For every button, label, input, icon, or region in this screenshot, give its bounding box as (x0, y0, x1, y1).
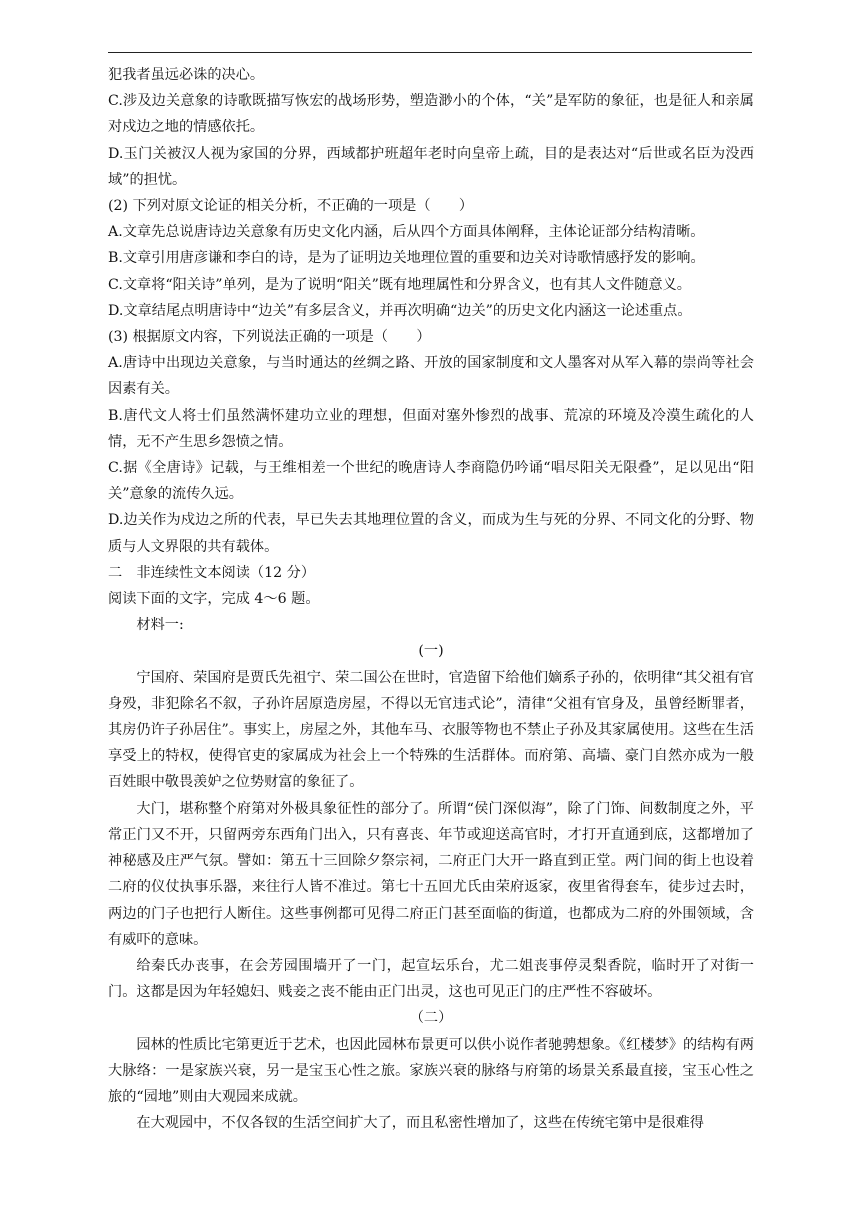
question-3-option-b: B.唐代文人将士们虽然满怀建功立业的理想，但面对塞外惨烈的战事、荒凉的环境及冷漠生疏化的人情，无不产生思乡怨愤之情。 (108, 407, 754, 450)
option-c: C.涉及边关意象的诗歌既描写恢宏的战场形势，塑造渺小的个体，“关”是军防的象征，也是征人和亲属对戍边之地的情感依托。 (108, 93, 754, 136)
question-2: (2) 下列对原文论证的相关分析，不正确的一项是（ ） (108, 198, 474, 215)
part-one-heading: (一) (418, 643, 444, 660)
question-3: (3) 根据原文内容，下列说法正确的一项是（ ） (108, 329, 431, 346)
option-b-continuation: 犯我者虽远必诛的决心。 (108, 67, 265, 83)
part-two-heading: （二） (409, 1010, 453, 1027)
document-body (108, 62, 754, 1136)
paragraph: 园林的性质比宅第更近于艺术，也因此园林布景更可以供小说作者驰骋想象。《红楼梦》的结构有两大脉络：一是家族兴衰，另一是宝玉心性之旅。家族兴衰的脉络与府第的场景关系最直接，宝玉心性之旅的“园地”则由大观园来成就。 (108, 1036, 754, 1105)
question-2-option-a: A.文章先总说唐诗边关意象有历史文化内涵，后从四个方面具体阐释，主体论证部分结构清晰。 (108, 224, 705, 241)
section-heading: 二 非连续性文本阅读（12 分） (108, 564, 316, 581)
question-2-option-c: C.文章将“阳关诗”单列，是为了说明“阳关”既有地理属性和分界含义，也有其人文件随意义。 (108, 276, 691, 293)
paragraph: 在大观园中，不仅各钗的生活空间扩大了，而且私密性增加了，这些在传统宅第中是很难得 (136, 1115, 704, 1132)
material-one-label: 材料一: (136, 617, 184, 634)
question-2-option-b: B.文章引用唐彦谦和李白的诗，是为了证明边关地理位置的重要和边关对诗歌情感抒发的影响。 (108, 250, 705, 267)
paragraph: 给秦氏办丧事，在会芳园围墙开了一门，起宣坛乐台，尤二姐丧事停灵梨香院，临时开了对街一门。这都是因为年轻媳妇、贱妾之丧不能由正门出灵，这也可见正门的庄严性不容破坏。 (108, 957, 754, 1001)
paragraph: 大门，堪称整个府第对外极具象征性的部分了。所谓“侯门深似海”，除了门饰、间数制度之外，平常正门又不开，只留两旁东西角门出入，只有喜丧、年节或迎送高官时，才打开直通到底，这都增加了神秘感及庄严气氛。譬如：第五十三回除夕祭宗祠，二府正门大开一路直到正堂。两门间的街上也设着二府的仪仗执事乐器，来往行人皆不准过。第七十五回尤氏由荣府返家，夜里省得套车，徒步过去时，两边的门子也把行人断住。这些事例都可见得二府正门甚至面临的街道，也都成为二府的外围领域，含有威吓的意味。 (108, 800, 754, 948)
question-2-option-d: D.文章结尾点明唐诗中“边关”有多层含义，并再次明确“边关”的历史文化内涵这一论述重点。 (108, 302, 692, 319)
question-3-option-a: A.唐诗中出现边关意象，与当时通达的丝绸之路、开放的国家制度和文人墨客对从军入幕的崇尚等社会因素有关。 (108, 355, 754, 398)
header-rule (108, 52, 752, 53)
paragraph: 宁国府、荣国府是贾氏先祖宁、荣二国公在世时，官造留下给他们嫡系子孙的，依明律“其父祖有官身殁，非犯除名不叙，子孙许居原造房屋，不得以无官违式论”，清律“父祖有官身及，虽曾经断罪者，其房仍许子孙居住”。事实上，房屋之外，其他车马、衣服等物也不禁止子孙及其家属使用。这些在生活享受上的特权，使得官吏的家属成为社会上一个特殊的生活群体。而府第、高墙、豪门自然亦成为一般百姓眼中敬畏羡妒之位势财富的象征了。 (108, 669, 754, 791)
option-d: D.玉门关被汉人视为家国的分界，西域都护班超年老时向皇帝上疏，目的是表达对“后世或名臣为没西域”的担忧。 (108, 145, 754, 188)
question-3-option-c: C.据《全唐诗》记载，与王维相差一个世纪的晚唐诗人李商隐仍吟诵“唱尽阳关无限叠”，足以见出“阳关”意象的流传久远。 (108, 460, 754, 503)
reading-instruction: 阅读下面的文字，完成 4～6 题。 (108, 591, 320, 608)
question-3-option-d: D.边关作为戍边之所的代表，早已失去其地理位置的含义，而成为生与死的分界、不同文化的分野、物质与人文界限的共有载体。 (108, 512, 754, 555)
